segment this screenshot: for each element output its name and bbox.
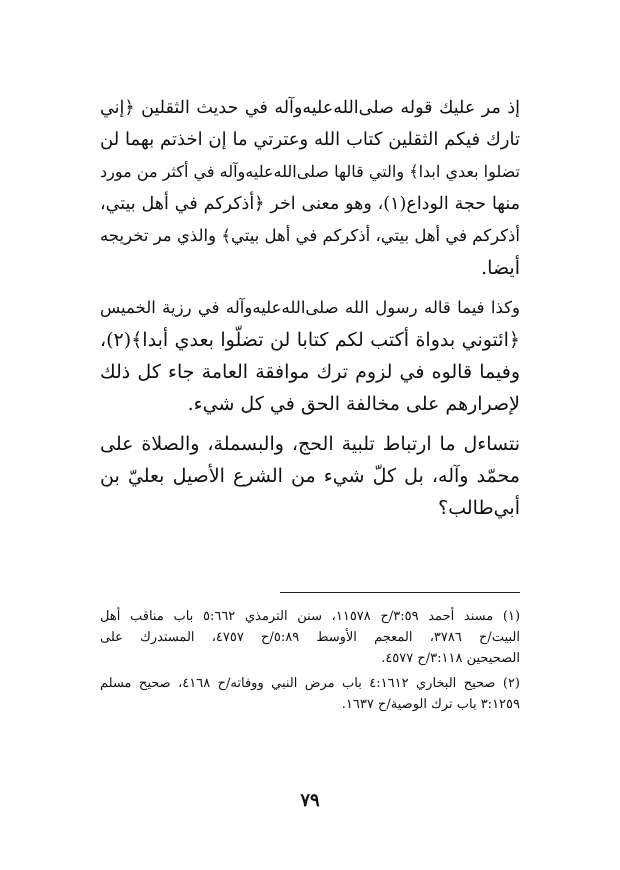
paragraph-2 (100, 292, 520, 420)
text-line: منها حجة الوداع(١)، وهو معنى اخر ﴿أذكركم في أهل بيتي، (100, 194, 520, 214)
text-line: ﴿ائتوني بدواة أكتب لكم كتابا لن تضلّوا بعدي أبدا﴾(٢)، (100, 329, 520, 351)
text-line: نتساءل ما ارتباط تلبية الحج، والبسملة، والصلاة على (100, 433, 520, 455)
text-line: إذ مر عليك قوله صلى‌الله‌عليه‌وآله في حديث الثقلين ﴿إني (100, 98, 520, 118)
footnote-divider (280, 592, 520, 593)
text-line: تضلوا بعدي ابدا﴾ والتي قالها صلى‌الله‌عليه‌وآله في أكثر من مورد (100, 162, 520, 181)
text-line: وفيما قالوه في لزوم ترك موافقة العامة جاء كل ذلك (100, 361, 520, 383)
footnote-2 (100, 673, 520, 715)
footnote-line: البيت/ح ٣٧٨٦، المعجم الأوسط ٥:٨٩/ح ٤٧٥٧، المستدرك على (100, 630, 520, 645)
main-text (100, 92, 520, 532)
footnote-line: الصحيحين ٣:١١٨/ح ٤٥٧٧. (381, 651, 520, 666)
footnote-1 (100, 606, 520, 669)
text-line: أيضا. (481, 257, 520, 279)
footnote-line: ٣:١٢٥٩ باب ترك الوصية/ح ١٦٣٧. (341, 697, 520, 712)
paragraph-1 (100, 92, 520, 284)
text-line: وكذا فيما قاله رسول الله صلى‌الله‌عليه‌وآله في رزية الخميس (100, 298, 520, 317)
footnotes (100, 606, 520, 719)
text-line: أبي‌طالب؟ (438, 497, 520, 519)
paragraph-3 (100, 428, 520, 524)
text-line: لإصرارهم على مخالفة الحق في كل شيء. (187, 393, 520, 415)
footnote-line: (٢) صحيح البخاري ٤:١٦١٢ باب مرض النبي ووفاته/ح ٤١٦٨، صحيح مسلم (100, 676, 520, 691)
text-line: أذكركم في أهل بيتي، أذكركم في أهل بيتي﴾ والذي مر تخريجه (100, 226, 520, 245)
page-number: ٧٩ (300, 790, 320, 811)
text-line: تارك فيكم الثقلين كتاب الله وعترتي ما إن اخذتم بهما لن (100, 129, 520, 150)
text-line: محمّد وآله، بل كلّ شيء من الشرع الأصيل بعليّ بن (100, 465, 520, 487)
footnote-line: (١) مسند أحمد ٣:٥٩/ح ١١٥٧٨، سنن الترمذي ٥:٦٦٢ باب مناقب أهل (100, 609, 521, 624)
